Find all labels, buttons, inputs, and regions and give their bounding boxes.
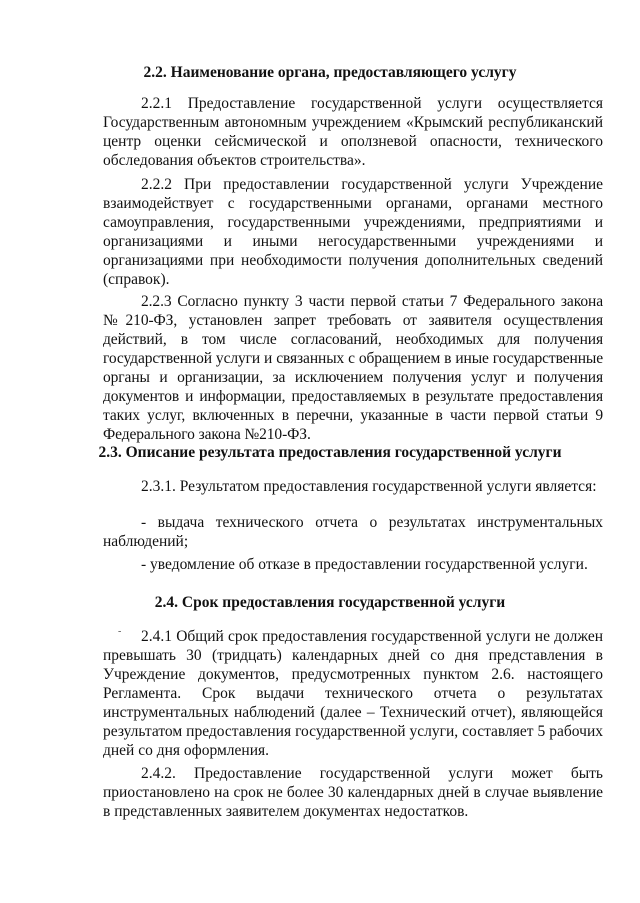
paragraph-2-4-2: 2.4.2. Предоставление государственной услуги может быть приостановлено на срок не более 30 календарных дней в случае выявление в представленных заявителем документах недостатков. bbox=[103, 765, 603, 820]
paragraph-2-2-2: 2.2.2 При предоставлении государственной услуги Учреждение взаимодействует с государственными органами, органами местного самоуправления, государственными учреждениями, предприятиями и организациями и иными негосударственными учреждениями и организациями при необходимости получения дополнительных сведений (справок). bbox=[103, 176, 603, 288]
section-heading-2-4: 2.4. Срок предоставления государственной услуги bbox=[154, 594, 506, 611]
paragraph-2-3-1: 2.3.1. Результатом предоставления государственной услуги является: bbox=[141, 478, 597, 495]
paragraph-2-4-1: 2.4.1 Общий срок предоставления государственной услуги не должен превышать 30 (тридцать) календарных дней со дня представления в Учреждение документов, предусмотренных пунктом 2.6. настоящего Регламента. Срок выдачи технического отчета о результатах инструментальных наблюдений (далее – Технический отчет), являющейся результатом предоставления государственной услуги, составляет 5 рабочих дней со дня оформления. bbox=[103, 628, 603, 759]
stray-dash-mark: - bbox=[118, 626, 122, 637]
section-heading-2-3: 2.3. Описание результата предоставления государственной услуги bbox=[98, 444, 562, 461]
result-item-refusal-notice: - уведомление об отказе в предоставлении государственной услуги. bbox=[141, 556, 588, 573]
paragraph-2-2-1: 2.2.1 Предоставление государственной услуги осуществляется Государственным автономным учреждением «Крымский республиканский центр оценки сейсмической и оползневой опасности, технического обследования объектов строительства». bbox=[103, 95, 603, 169]
result-item-technical-report: - выдача технического отчета о результатах инструментальных наблюдений; bbox=[103, 514, 603, 550]
paragraph-2-2-3: 2.2.3 Согласно пункту 3 части первой статьи 7 Федерального закона №210-ФЗ, установлен запрет требовать от заявителя осуществления действий, в том числе согласований, необходимых для получения государственной услуги и связанных с обращением в иные государственные органы и организации, за исключением получения услуг и получения документов и информации, предоставляемых в результате предоставления таких услуг, включенных в перечни, указанные в части первой статьи 9 Федерального закона №210-ФЗ. bbox=[103, 293, 603, 443]
section-heading-2-2: 2.2. Наименование органа, предоставляющего услугу bbox=[143, 64, 517, 81]
